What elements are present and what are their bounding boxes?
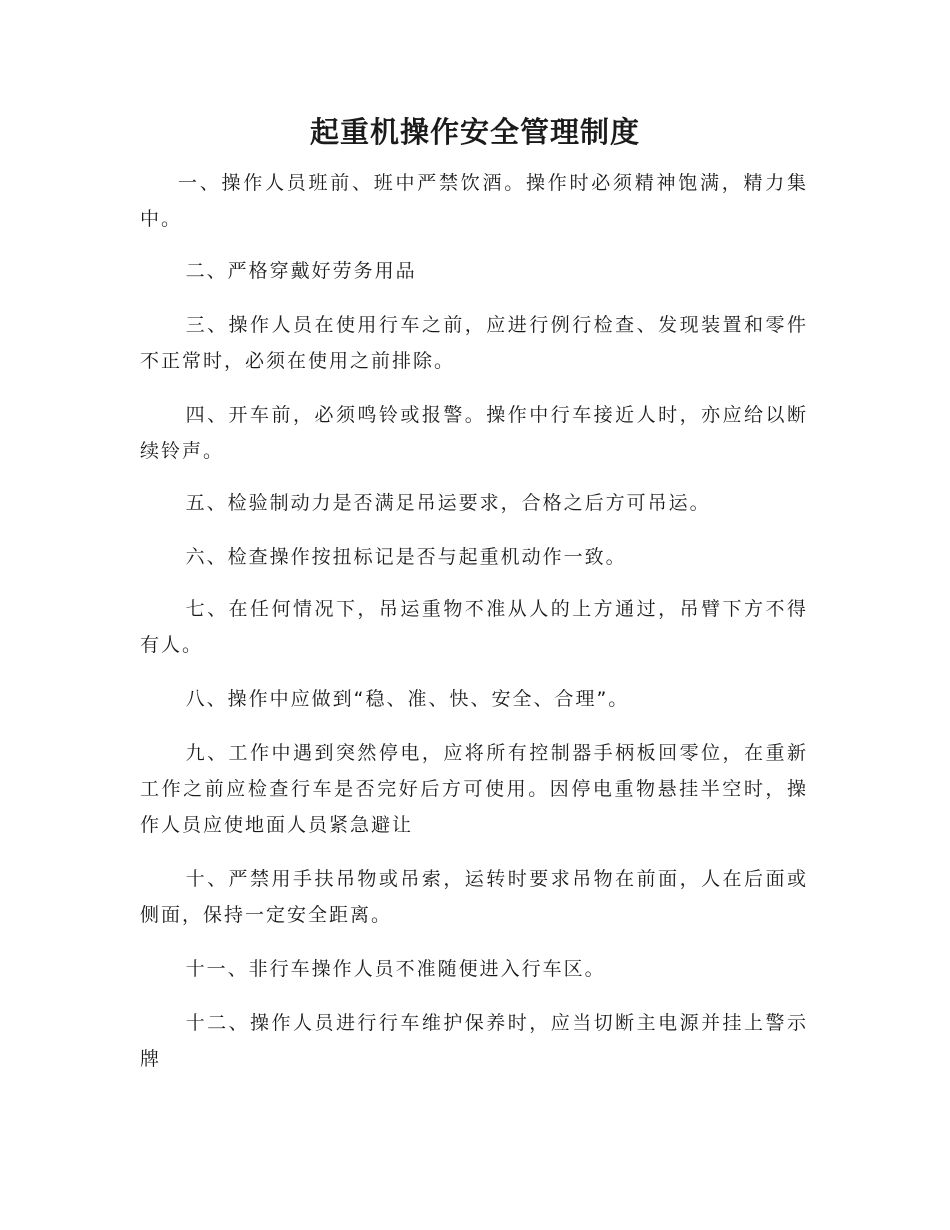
page-title: 起重机操作安全管理制度 (309, 115, 640, 149)
paragraph-10: 十、严禁用手扶吊物或吊索，运转时要求吊物在前面，人在后面或侧面，保持一定安全距离。 (140, 868, 808, 926)
paragraph-6: 六、检查操作按扭标记是否与起重机动作一致。 (185, 546, 627, 568)
paragraph-11: 十一、非行车操作人员不准随便进入行车区。 (185, 958, 606, 980)
paragraph-1: 一、操作人员班前、班中严禁饮酒。操作时必须精神饱满，精力集中。 (140, 172, 808, 230)
paragraph-9: 九、工作中遇到突然停电，应将所有控制器手柄板回零位，在重新工作之前应检查行车是否完好后方可使用。因停电重物悬挂半空时，操作人员应使地面人员紧急避让 (140, 742, 808, 836)
paragraph-3: 三、操作人员在使用行车之前，应进行例行检查、发现装置和零件不正常时，必须在使用之前排除。 (140, 314, 808, 372)
paragraph-2: 二、严格穿戴好劳务用品 (185, 260, 417, 282)
paragraph-12: 十二、操作人员进行行车维护保养时，应当切断主电源并挂上警示牌 (140, 1012, 808, 1070)
paragraph-7: 七、在任何情况下，吊运重物不准从人的上方通过，吊臂下方不得有人。 (140, 598, 808, 656)
paragraph-4: 四、开车前，必须鸣铃或报警。操作中行车接近人时，亦应给以断续铃声。 (140, 404, 808, 462)
paragraph-8: 八、操作中应做到“稳、准、快、安全、合理”。 (185, 688, 630, 710)
paragraph-5: 五、检验制动力是否满足吊运要求，合格之后方可吊运。 (185, 492, 711, 514)
